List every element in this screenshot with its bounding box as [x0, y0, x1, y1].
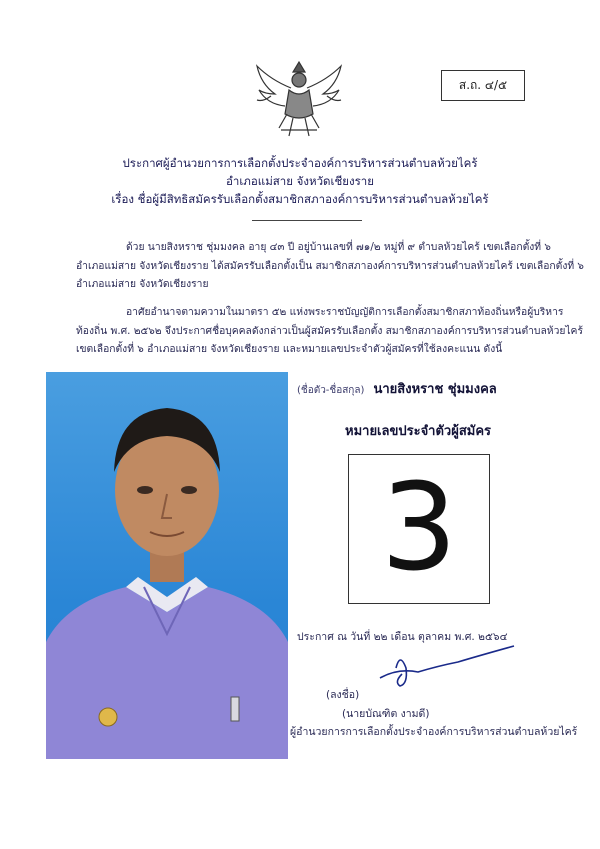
garuda-emblem-icon — [251, 56, 347, 146]
candidate-number: 3 — [380, 459, 458, 598]
candidate-photo — [46, 372, 288, 759]
announcement-heading: ประกาศผู้อำนวยการการเลือกตั้งประจำองค์การบริหารส่วนตำบลห้วยไคร้ — [122, 156, 478, 170]
name-prefix-label: (ชื่อตัว-ชื่อสกุล) — [297, 385, 365, 396]
candidate-number-box — [348, 454, 490, 604]
body-line: เขตเลือกตั้งที่ ๖ อำเภอแม่สาย จังหวัดเชียงราย และหมายเลขประจำตัวผู้สมัครที่ใช้ลงคะแนน ดังนี้ — [76, 343, 503, 355]
signed-label: (ลงชื่อ) — [326, 689, 360, 701]
candidate-name: นายสิงหราช ชุ่มมงคล — [373, 382, 497, 397]
portrait-illustration — [46, 372, 288, 759]
signer-name: (นายบัณฑิต งามดี) — [342, 708, 430, 720]
body-line: ด้วย นายสิงหราช ชุ่มมงคล อายุ ๔๓ ปี อยู่บ้านเลขที่ ๗๑/๒ หมู่ที่ ๙ ตำบลห้วยไคร้ เขตเลือกตั้งที่ ๖ — [126, 241, 551, 253]
candidate-number-label: หมายเลขประจำตัวผู้สมัคร — [345, 424, 492, 439]
body-line: ท้องถิ่น พ.ศ. ๒๕๖๒ จึงประกาศชื่อบุคคลดังกล่าวเป็นผู้สมัครรับเลือกตั้ง สมาชิกสภาองค์การบริหารส่วนตำบลห้วยไคร้ — [76, 325, 583, 337]
signer-title: ผู้อำนวยการการเลือกตั้งประจำองค์การบริหารส่วนตำบลห้วยไคร้ — [290, 726, 578, 738]
announcement-date: ประกาศ ณ วันที่ ๒๒ เดือน ตุลาคม พ.ศ. ๒๕๖๔ — [297, 631, 508, 643]
body-line: อำเภอแม่สาย จังหวัดเชียงราย ได้สมัครรับเลือกตั้งเป็น สมาชิกสภาองค์การบริหารส่วนตำบลห้วยไคร้ เขตเลือกตั้งที่ ๖ — [76, 260, 584, 272]
candidate-name-row — [297, 378, 497, 399]
subject-heading: เรื่อง ชื่อผู้มีสิทธิสมัครรับเลือกตั้งสมาชิกสภาองค์การบริหารส่วนตำบลห้วยไคร้ — [111, 192, 489, 206]
heading-divider — [252, 220, 362, 221]
district-heading: อำเภอแม่สาย จังหวัดเชียงราย — [226, 174, 374, 188]
body-line: อำเภอแม่สาย จังหวัดเชียงราย — [76, 278, 209, 290]
body-line: อาศัยอำนาจตามความในมาตรา ๕๒ แห่งพระราชบัญญัติการเลือกตั้งสมาชิกสภาท้องถิ่นหรือผู้บริหาร — [126, 306, 564, 318]
signature-icon — [378, 638, 518, 698]
form-code-box: ส.ถ. ๔/๕ — [441, 70, 525, 101]
